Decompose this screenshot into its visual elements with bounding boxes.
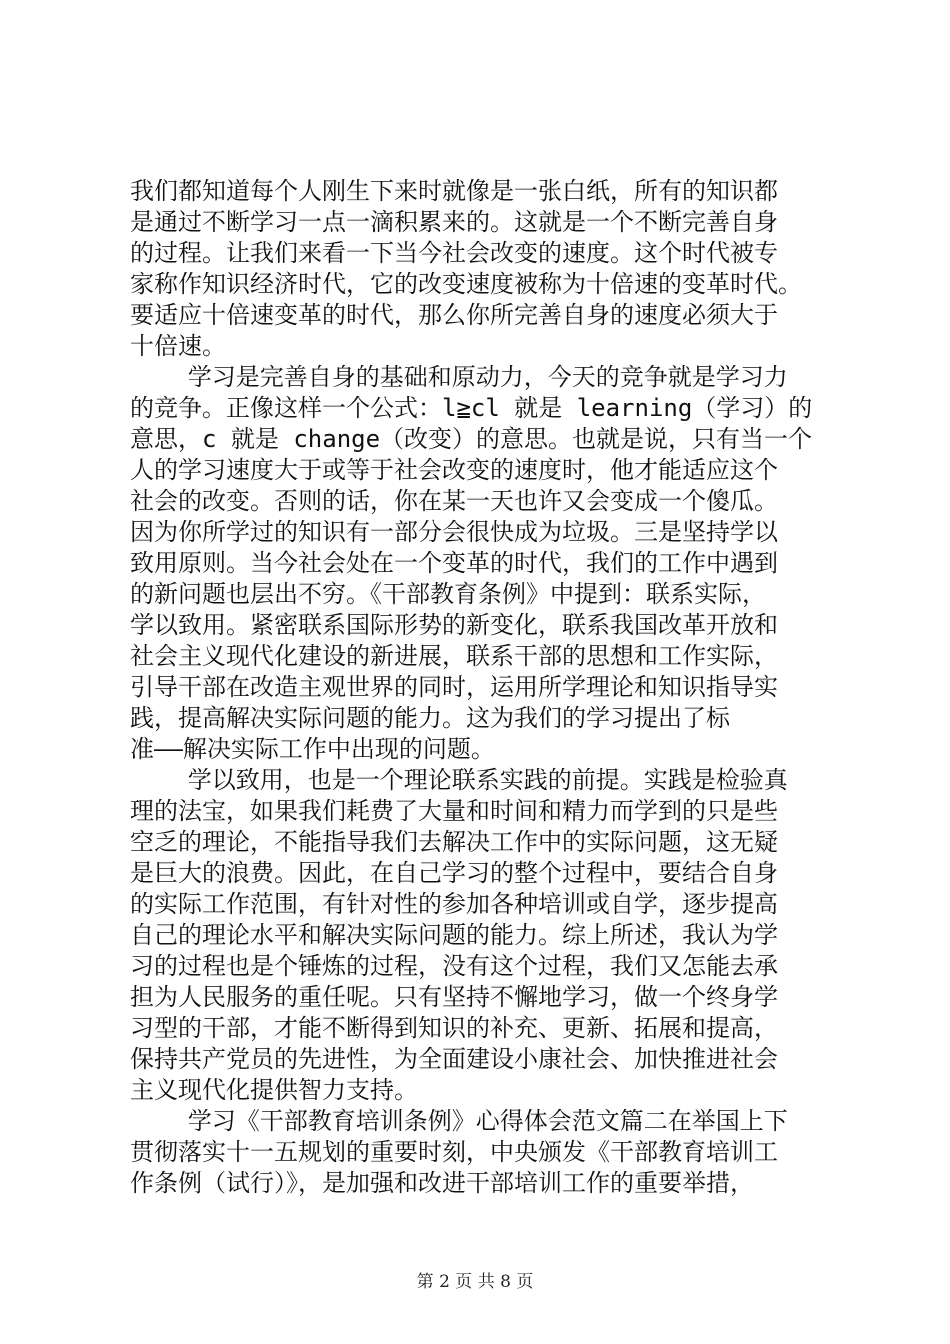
page-number-footer: 第 2 页 共 8 页 [416,1272,534,1292]
body-line: 习型的干部，才能不断得到知识的补充、更新、拓展和提高， [130,1014,778,1042]
body-line: 要适应十倍速变革的时代，那么你所完善自身的速度必须大于 [130,301,778,329]
body-line: 主义现代化提供智力支持。 [130,1076,418,1104]
body-line: 学习是完善自身的基础和原动力，今天的竞争就是学习力 [130,363,788,391]
body-line: 十倍速。 [130,332,226,360]
body-line: 致用原则。当今社会处在一个变革的时代，我们的工作中遇到 [130,549,778,577]
body-line: 习的过程也是个锤炼的过程，没有这个过程，我们又怎能去承 [130,952,778,980]
body-line: 家称作知识经济时代，它的改变速度被称为十倍速的变革时代。 [130,270,802,298]
body-line: 引导干部在改造主观世界的同时，运用所学理论和知识指导实 [130,673,778,701]
document-body [130,176,858,1199]
body-line: 践，提高解决实际问题的能力。这为我们的学习提出了标 [130,704,730,732]
body-line: 是通过不断学习一点一滴积累来的。这就是一个不断完善自身 [130,208,778,236]
body-line: 的新问题也层出不穷。《干部教育条例》中提到：联系实际， [130,580,766,608]
body-line: 担为人民服务的重任呢。只有坚持不懈地学习，做一个终身学 [130,983,778,1011]
body-line: 学以致用。紧密联系国际形势的新变化，联系我国改革开放和 [130,611,778,639]
body-line: 人的学习速度大于或等于社会改变的速度时，他才能适应这个 [130,456,778,484]
body-line: 的过程。让我们来看一下当今社会改变的速度。这个时代被专 [130,239,778,267]
body-line: 社会的改变。否则的话，你在某一天也许又会变成一个傻瓜。 [130,487,778,515]
body-line: 贯彻落实十一五规划的重要时刻，中央颁发《干部教育培训工 [130,1138,778,1166]
body-line: 自己的理论水平和解决实际问题的能力。综上所述，我认为学 [130,921,778,949]
body-line: 的实际工作范围，有针对性的参加各种培训或自学，逐步提高 [130,890,778,918]
body-line: 保持共产党员的先进性，为全面建设小康社会、加快推进社会 [130,1045,778,1073]
body-line: 准——解决实际工作中出现的问题。 [130,735,495,763]
body-line: 是巨大的浪费。因此，在自己学习的整个过程中，要结合自身 [130,859,778,887]
body-line: 意思，c 就是 change（改变）的意思。也就是说，只有当一个 [130,425,813,453]
body-line: 学习《干部教育培训条例》心得体会范文篇二在举国上下 [130,1107,788,1135]
body-line: 理的法宝，如果我们耗费了大量和时间和精力而学到的只是些 [130,797,778,825]
body-line: 学以致用，也是一个理论联系实践的前提。实践是检验真 [130,766,788,794]
body-line: 社会主义现代化建设的新进展，联系干部的思想和工作实际， [130,642,778,670]
body-line: 空乏的理论，不能指导我们去解决工作中的实际问题，这无疑 [130,828,778,856]
body-line: 作条例（试行）》，是加强和改进干部培训工作的重要举措， [130,1169,754,1197]
body-line: 因为你所学过的知识有一部分会很快成为垃圾。三是坚持学以 [130,518,778,546]
body-line: 的竞争。正像这样一个公式：l≧cl 就是 learning（学习）的 [130,394,813,422]
body-line: 我们都知道每个人刚生下来时就像是一张白纸，所有的知识都 [130,177,778,205]
